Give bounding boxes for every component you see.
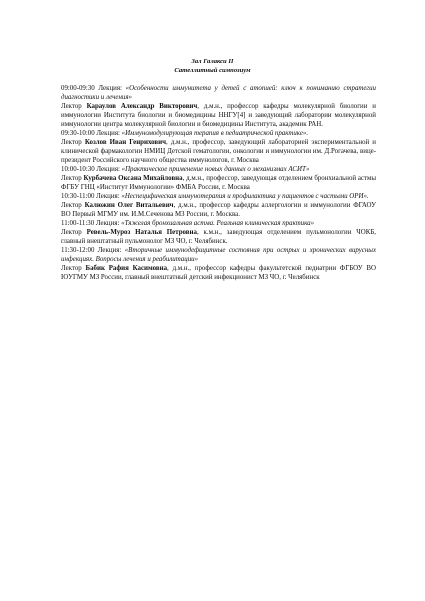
document-header xyxy=(0,58,425,75)
lecturer-prefix: Лектор xyxy=(61,175,84,182)
lecture-line xyxy=(61,84,376,102)
lecture-line xyxy=(61,192,376,201)
lecturer-name: Караулов Александр Викторович xyxy=(86,103,198,110)
lecture-line xyxy=(61,219,376,228)
lecture-time: 09:00-09:30 Лекция: xyxy=(61,85,126,92)
lecture-line xyxy=(61,246,376,264)
lecturer-prefix: Лектор xyxy=(61,139,85,146)
lecturer-prefix: Лектор xyxy=(61,265,86,272)
lecturer-line xyxy=(61,264,376,282)
lecturer-name: Калюжин Олег Витальевич xyxy=(84,202,174,209)
lecturer-line xyxy=(61,138,376,165)
lecture-line xyxy=(61,165,376,174)
symposium-type: Сателлитный симпозиум xyxy=(174,66,251,74)
lecturer-line xyxy=(61,174,376,192)
lecturer-name: Козлов Иван Генрихович xyxy=(84,139,166,146)
program-list xyxy=(61,84,376,282)
lecture-title: «Особенности иммунитета у детей с атопией: ключ к пониманию стратегии диагностики и лечения» xyxy=(61,85,377,101)
lecturer-info: , д.м.н., профессор кафедры молекулярной биологии и иммунологии Института биологии и биомедицины ННГУ[4] и заведующий лаборатории молекулярной иммунологии центра молекулярной биологии и биомедицины Института, академик РАН. xyxy=(61,103,376,128)
lecturer-prefix: Лектор xyxy=(61,202,85,209)
lecture-title: «Практическое применение новых данных о механизмах АСИТ» xyxy=(121,166,310,173)
lecture-line xyxy=(61,129,376,138)
lecture-time: 10:30-11:00 Лекция: xyxy=(61,193,122,200)
lecture-title: «Неспецифическая иммунотерапия и профилактика у пациентов с частыми ОРИ». xyxy=(121,193,369,200)
lecturer-name: Курбачева Оксана Михайловна xyxy=(83,175,183,182)
program-entry xyxy=(61,165,376,192)
program-entry xyxy=(61,192,376,219)
lecturer-info: , к.м.н., заведующая отделением пульмонологии ЧОКБ, главный внештатный пульмонолог МЗ ЧО, г. Челябинск. xyxy=(61,229,376,245)
program-entry xyxy=(61,84,376,129)
lecturer-name: Бабик Рафия Касимовна xyxy=(85,265,168,272)
program-entry xyxy=(61,219,376,246)
program-entry xyxy=(61,129,376,165)
lecturer-prefix: Лектор xyxy=(61,229,87,236)
lecturer-info: , д.м.н., профессор кафедры факультетской педиатрии ФГБОУ ВО ЮУГМУ МЗ России, главный внештатный детский инфекционист МЗ ЧО, г. Челябинск xyxy=(61,265,376,281)
hall-title: Зал Галакси II xyxy=(191,58,234,65)
lecture-time: 09:30-10:00 Лекция: xyxy=(61,130,122,137)
lecture-title: «Иммуномодулирующая терапия в педиатрической практике». xyxy=(121,130,309,137)
lecturer-line xyxy=(61,201,376,219)
lecture-time: 10:00-10:30 Лекция: xyxy=(61,166,122,173)
lecture-time: 11:30-12:00 Лекция: xyxy=(61,247,125,254)
lecturer-prefix: Лектор xyxy=(61,103,87,110)
lecturer-line xyxy=(61,102,376,129)
lecturer-line xyxy=(61,228,376,246)
lecture-title: «Тяжелая бронхиальная астма. Реальная клиническая практика» xyxy=(121,220,315,227)
lecturer-info: , д.м.н., профессор, заведующая отделением бронхиальной астмы ФГБУ ГНЦ «Институт Иммунологии» ФМБА России, г. Москва xyxy=(61,175,376,191)
lecturer-info: , д.м.н., профессор кафедры аллергологии и иммунологии ФГАОУ ВО Первый МГМУ им. И.М.Сеченова МЗ России, г. Москва. xyxy=(61,202,376,218)
lecturer-info: , д.м.н., профессор, заведующий лабораторией экспериментальной и клинической фармакологии НМИЦ Детской гематологии, онкологии и иммунологии им. Д.Рогачева, вице-президент Российского научного общества иммунологов, г. Москва xyxy=(61,139,376,164)
lecture-title: «Вторичные иммунодефицитные состояния при острых и хронических вирусных инфекциях. Вопросы лечения и реабилитации» xyxy=(61,247,376,263)
program-entry xyxy=(61,246,376,282)
lecture-time: 11:00-11:30 Лекция: xyxy=(61,220,122,227)
lecturer-name: Ревель-Муроз Наталья Петровна xyxy=(86,229,197,236)
